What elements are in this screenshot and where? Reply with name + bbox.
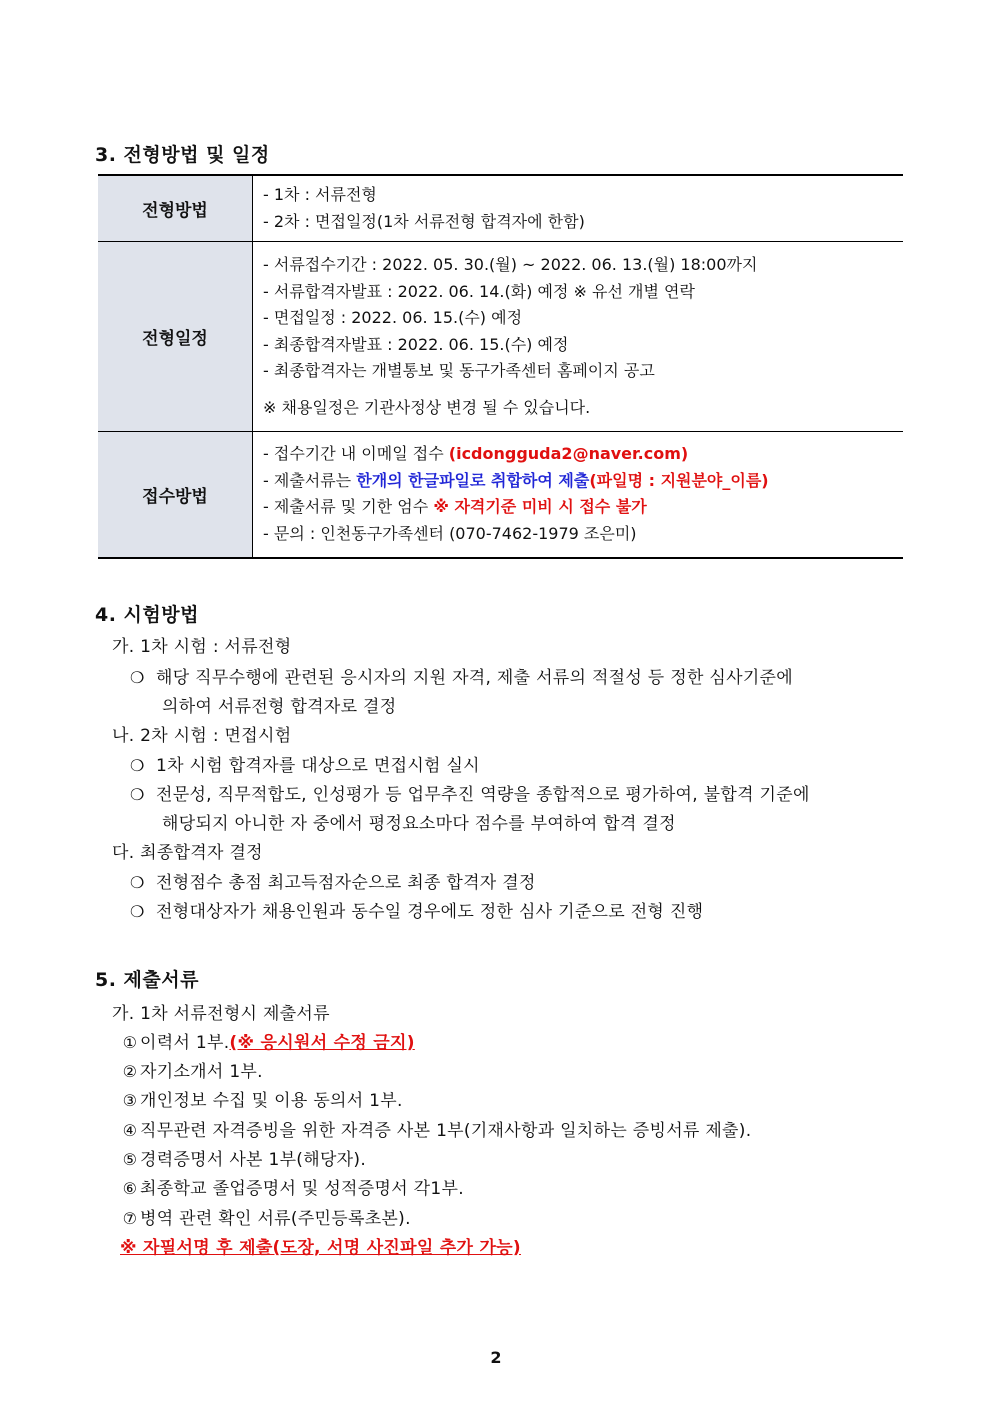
subheading-ga: 가. 1차 서류전형시 제출서류 — [112, 1004, 330, 1024]
schedule-note: ※ 채용일정은 기관사정상 변경 될 수 있습니다. — [263, 397, 591, 417]
item-continuation: 해당되지 아니한 자 중에서 평정요소마다 점수를 부여하여 합격 결정 — [162, 814, 676, 834]
list-item — [130, 751, 480, 776]
item-text: 직무관련 자격증빙을 위한 자격증 사본 1부(기재사항과 일치하는 증빙서류 제출). — [140, 1121, 752, 1141]
row-line: - 면접일정 : 2022. 06. 15.(수) 예정 — [263, 308, 523, 327]
item-number: ⑥ — [122, 1179, 138, 1198]
warning-text: ※ 자격기준 미비 시 접수 불가 — [433, 497, 647, 517]
row-line: - 문의 : 인천동구가족센터 (070-7462-1979 조은미) — [263, 523, 637, 543]
circle-bullet-icon: ❍ — [130, 756, 145, 775]
section-3-title: 3. 전형방법 및 일정 — [95, 144, 270, 166]
document-item — [120, 1057, 263, 1082]
list-item — [130, 663, 793, 688]
row-line: - 1차 : 서류전형 — [263, 185, 377, 204]
section-5-title: 5. 제출서류 — [95, 969, 199, 991]
item-text: 전형대상자가 채용인원과 동수일 경우에도 정한 심사 기준으로 전형 진행 — [156, 902, 704, 922]
item-number: ② — [122, 1062, 138, 1081]
subheading-da: 다. 최종합격자 결정 — [112, 843, 263, 863]
page-number: 2 — [490, 1348, 502, 1367]
circle-bullet-icon: ❍ — [130, 668, 145, 687]
item-text: 자기소개서 1부. — [140, 1062, 263, 1082]
item-text: 개인정보 수집 및 이용 동의서 1부. — [140, 1091, 403, 1111]
email-address: (icdongguda2@naver.com) — [448, 444, 689, 464]
line-text: - 제출서류 및 기한 엄수 — [263, 497, 434, 517]
subheading-na: 나. 2차 시험 : 면접시험 — [112, 726, 292, 746]
item-warning: (※ 응시원서 수정 금지) — [229, 1033, 415, 1053]
row-line — [263, 494, 893, 521]
circle-bullet-icon: ❍ — [130, 873, 145, 892]
row-body — [253, 242, 904, 432]
circle-bullet-icon: ❍ — [130, 902, 145, 921]
item-continuation: 의하여 서류전형 합격자로 결정 — [162, 697, 397, 717]
item-text: 해당 직무수행에 관련된 응시자의 지원 자격, 제출 서류의 적절성 등 정한 심사기준에 — [156, 668, 793, 688]
item-number: ③ — [122, 1091, 138, 1110]
item-text: 1차 시험 합격자를 대상으로 면접시험 실시 — [156, 756, 480, 776]
item-text: 전문성, 직무적합도, 인성평가 등 업무추진 역량을 종합적으로 평가하여, 불합격 기준에 — [156, 785, 810, 805]
row-line: - 서류합격자발표 : 2022. 06. 14.(화) 예정 ※ 유선 개별 연락 — [263, 281, 695, 301]
row-line — [263, 468, 893, 495]
line-text: - 제출서류는 — [263, 470, 357, 490]
row-line: - 서류접수기간 : 2022. 05. 30.(월) ~ 2022. 06. 13.(월) 18:00까지 — [263, 255, 758, 274]
row-head: 전형방법 — [98, 175, 253, 242]
document-item — [120, 1028, 415, 1053]
table-row — [98, 432, 903, 558]
item-text: 최종학교 졸업증명서 및 성적증명서 각1부. — [140, 1179, 464, 1199]
document-item — [120, 1204, 411, 1229]
item-text: 이력서 1부. — [140, 1033, 230, 1053]
file-instruction: 한개의 한글파일로 취합하여 제출 — [356, 470, 590, 490]
table-row — [98, 175, 903, 242]
list-item — [130, 780, 810, 805]
document-item — [120, 1174, 464, 1199]
subheading-ga: 가. 1차 시험 : 서류전형 — [112, 637, 292, 657]
row-line — [263, 441, 893, 468]
row-line: - 최종합격자는 개별통보 및 동구가족센터 홈페이지 공고 — [263, 361, 655, 380]
list-item — [130, 868, 536, 893]
list-item — [130, 897, 703, 922]
table-row — [98, 242, 903, 432]
circle-bullet-icon: ❍ — [130, 785, 145, 804]
document-item — [120, 1086, 403, 1111]
row-head: 접수방법 — [98, 432, 253, 558]
line-text: - 접수기간 내 이메일 접수 — [263, 444, 449, 464]
item-number: ① — [122, 1033, 138, 1052]
item-number: ⑦ — [122, 1209, 138, 1228]
row-head: 전형일정 — [98, 242, 253, 432]
row-body — [253, 175, 904, 242]
item-number: ⑤ — [122, 1150, 138, 1169]
document-item — [120, 1145, 366, 1170]
section-4-title: 4. 시험방법 — [95, 604, 199, 626]
item-text: 병역 관련 확인 서류(주민등록초본). — [140, 1209, 411, 1229]
row-line: - 2차 : 면접일정(1차 서류전형 합격자에 한함) — [263, 211, 585, 231]
document-item — [120, 1116, 751, 1141]
item-number: ④ — [122, 1121, 138, 1140]
item-text: 경력증명서 사본 1부(해당자). — [140, 1150, 367, 1170]
row-body — [253, 432, 904, 558]
selection-table — [98, 174, 903, 559]
file-name-rule: (파일명 : 지원분야_이름) — [589, 470, 769, 490]
signature-note: ※ 자필서명 후 제출(도장, 서명 사진파일 추가 가능) — [120, 1238, 521, 1258]
row-line: - 최종합격자발표 : 2022. 06. 15.(수) 예정 — [263, 334, 569, 354]
item-text: 전형점수 총점 최고득점자순으로 최종 합격자 결정 — [156, 873, 536, 893]
